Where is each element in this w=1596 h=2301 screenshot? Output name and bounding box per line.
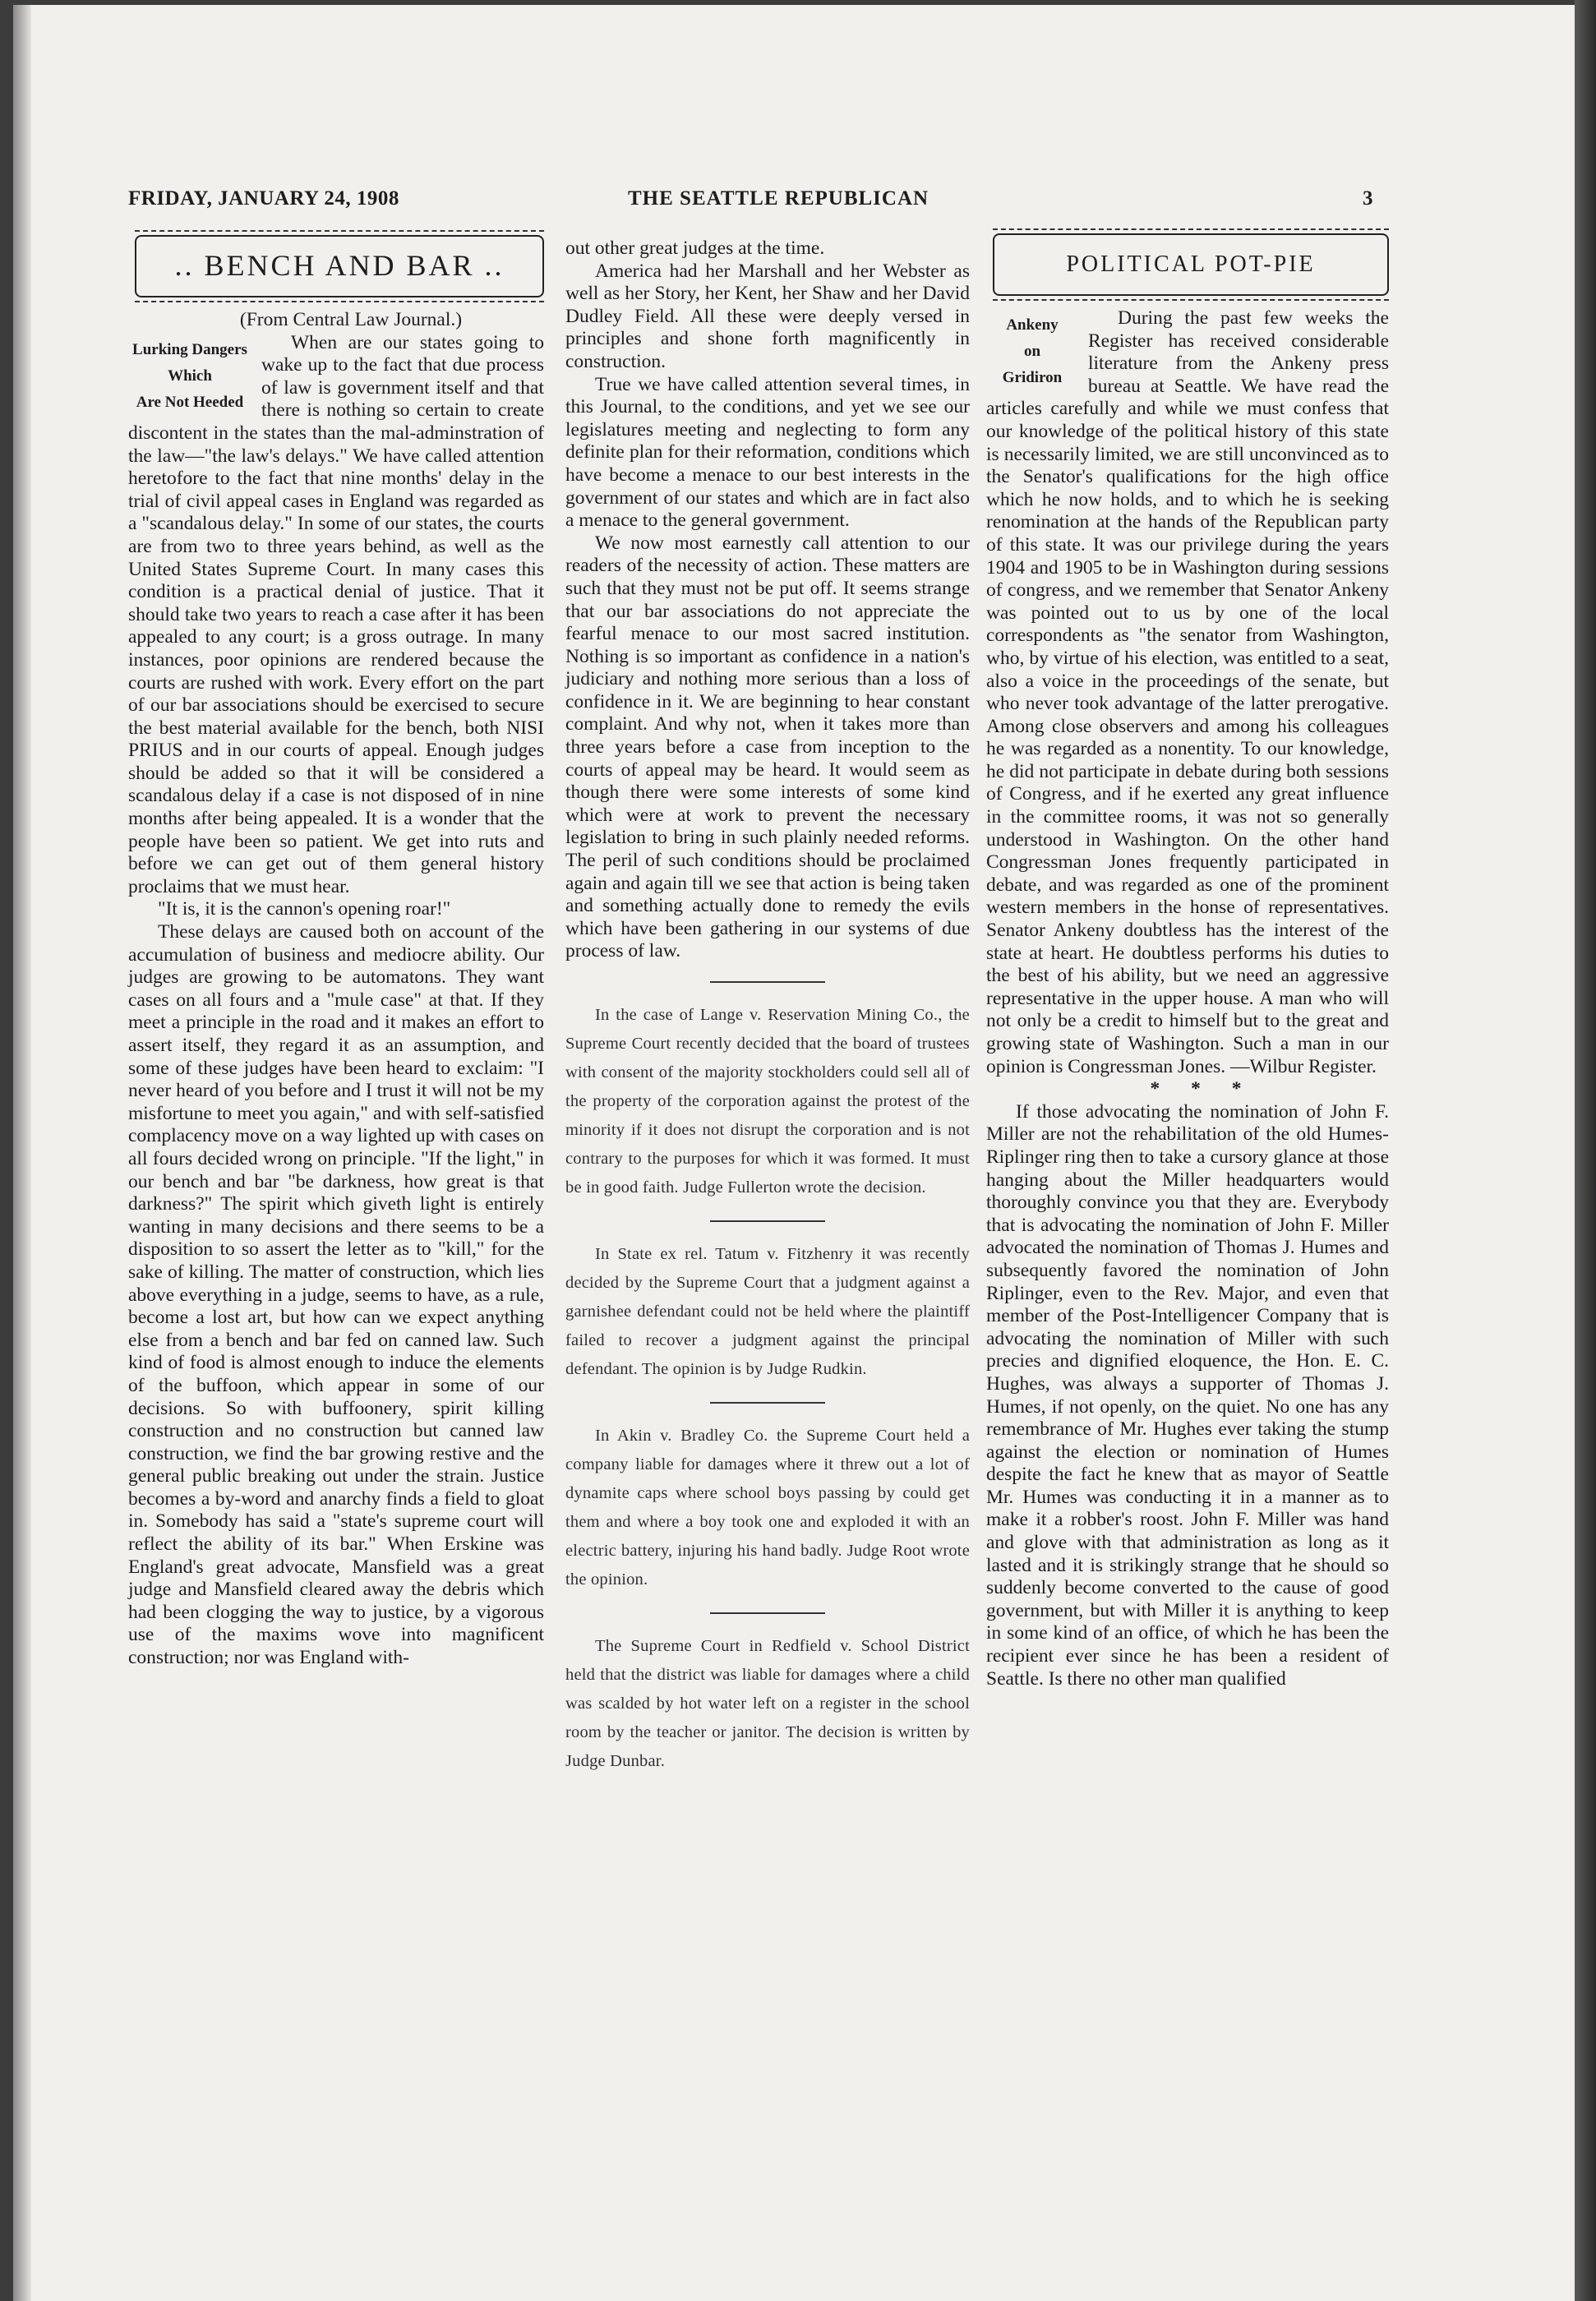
bench-bar-paragraph-4: America had her Marshall and her Webster as well as her Story, her Kent, her Shaw and her David Dudley Field. All these were deeply versed in principles and shone forth magnificently in construction. <box>565 260 970 372</box>
column-2 <box>565 237 970 1776</box>
sidehead-line-2: Which <box>168 367 212 385</box>
page-gutter-shadow <box>13 5 31 2301</box>
bench-bar-banner <box>135 235 544 297</box>
political-heading: POLITICAL POT-PIE <box>1066 251 1316 278</box>
court-brief-4: The Supreme Court in Redfield v. School District held that the district was liable for damages where a child was scalded by hot water left on a register in the school room by the teacher or janitor. The decision is written by Judge Dunbar. <box>565 1637 970 1770</box>
bench-bar-quote: "It is, it is the cannon's opening roar!" <box>158 898 451 920</box>
court-brief-2: In State ex rel. Tatum v. Fitzhenry it was recently decided by the Supreme Court that a judgment against a garnishee defendant could not be held where the plaintiff failed to recover a judgment against the principal defendant. The opinion is by Judge Rudkin. <box>565 1245 970 1378</box>
bench-bar-paragraph-2: These delays are caused both on account of the accumulation of business and mediocre ability. Our judges are growing to be automatons. They want cases on all fours and a "mule case" at that. If they meet a principle in the road and it makes an effort to assert itself, they regard it as an assumption, and some of these judges have been heard to exclaim: "I never heard of you before and I trust it will not be my misfortune to meet you again," and with self-satisfied complacency move on a way lighted up with cases on all fours decided wrong on principle. "If the light," in our bench and bar "be darkness, how great is that darkness?" The spirit which giveth light is entirely wanting in many decisions and there seems to be a disposition to so assert the letter as to "kill," for the sake of killing. The matter of construction, which lies above everything in a judge, seems to have, as a rule, become a lost art, but how can we expect anything else from a bench and bar fed on canned law. Such kind of food is almost enough to induce the elements of the buffoon, which appear in some of our decisions. So with buffoonery, spirit killing construction and no construction but canned law construction, we find the bar growing restive and the general public breaking out under the strain. Justice becomes a by-word and anarchy finds a field to gloat in. Somebody has said a "state's supreme court will reflect the ability of its bar." When Erskine was England's great advocate, Mansfield was a great judge and Mansfield cleared away the debris which had been clogging the way to justice, by a vigorous use of the maxims wove into magnificent construction; nor was England with- <box>128 921 544 1669</box>
sidehead-line-3: Are Not Heeded <box>136 393 244 411</box>
section-stars: * * * <box>1150 1078 1255 1100</box>
book-edge <box>1575 0 1596 2301</box>
column-3 <box>986 233 1389 1690</box>
political-pot-pie-banner <box>993 233 1389 296</box>
bench-bar-sidehead <box>128 337 251 416</box>
page-number: 3 <box>1363 187 1373 210</box>
sidehead-line-2: on <box>1023 343 1041 360</box>
bench-bar-heading: .. BENCH AND BAR .. <box>174 249 505 283</box>
newspaper-title: THE SEATTLE REPUBLICAN <box>628 187 929 210</box>
bench-bar-paragraph-3: out other great judges at the time. <box>565 237 825 259</box>
bench-bar-paragraph-1: When are our states going to wake up to the fact that due process of law is government itself and that there is nothing so certain to create discontent in the states than the mal-adminstration of the law—"the law's delays." We have called attention heretofore to the fact that nine months' delay in the trial of civil appeal cases in England was regarded as a "scandalous delay." In some of our states, the courts are from two to three years behind, as well as the United States Supreme Court. In many cases this condition is a practical denial of justice. That it should take two years to reach a case after it has been appealed to any court; is a gross outrage. In many instances, poor opinions are rendered because the courts are rushed with work. Every effort on the part of our bar associations should be exercised to secure the best material available for the bench, both NISI PRIUS and in our courts of appeal. Enough judges should be added so that it will be considered a scandalous delay if a case is not disposed of in nine months after being appealed. It is a wonder that the people have been so patient. We get into ruts and before we can get out of them general history proclaims that we must hear. <box>128 331 544 897</box>
newspaper-page <box>13 5 1575 2301</box>
bench-bar-paragraph-5: True we have called attention several times, in this Journal, to the conditions, and yet we see our legislatures meeting and neglecting to form any definite plan for their reformation, conditions which have become a menace to our best interests in the government of our states and which are in fact also a menace to the general government. <box>565 373 970 532</box>
sidehead-line-1: Ankeny <box>1006 316 1059 334</box>
divider-rule <box>710 1612 825 1614</box>
political-paragraph-1: During the past few weeks the Register has received considerable literature from the Ankeny press bureau at Seattle. We have read the articles carefully and while we must confess that our knowledge of the political history of this state is necessarily limited, we are still unconvinced as to the Senator's qualifications for the high office which he now holds, and to which he is seeking renomination at the hands of the Republican party of this state. It was our privilege during the years 1904 and 1905 to be in Washington during sessions of congress, and we remember that Senator Ankeny was pointed out to us by one of the local correspondents as "the senator from Washington, who, by virtue of his election, was entitled to a seat, also a voice in the proceedings of the senate, but who never took advantage of the latter prerogative. Among close observers and among his colleagues he was regarded as a nonentity. To our knowledge, he did not participate in debate during both sessions of Congress, and if he exerted any great influence in the committee rooms, it was not so generally understood in Washington. On the other hand Congressman Jones frequently participated in debate, and was regarded as one of the prominent western members in the honse of representatives. Senator Ankeny doubtless has the interest of the state at heart. He doubtless performs his duties to the best of his ability, but we need an aggressive representative in the upper house. A man who will not only be a credit to himself but to the great and growing state of Washington. Such a man in our opinion is Congressman Jones. —Wilbur Register. <box>986 307 1389 1077</box>
issue-date: FRIDAY, JANUARY 24, 1908 <box>128 187 399 210</box>
sidehead-line-1: Lurking Dangers <box>132 340 247 358</box>
column-1 <box>128 235 544 1670</box>
page-header <box>13 187 1575 220</box>
bench-bar-paragraph-6: We now most earnestly call attention to our readers of the necessity of action. These matters are such that they must not be put off. It seems strange that our bar associations do not appreciate the fearful menace to our most sacred institution. Nothing is so important as confidence in a nation's judiciary and nothing more serious than a loss of confidence in it. We are beginning to hear constant complaint. And why not, when it takes more than three years before a case from inception to the courts of appeal may be heard. It would seem as though there were some interests of some kind which were at work to prevent the necessary legislation to bring in such plainly needed reforms. The peril of such conditions should be proclaimed again and again till we see that action is being taken and something actually done to remedy the evils which have been gathering in our systems of due process of law. <box>565 532 970 962</box>
divider-rule <box>710 1402 825 1404</box>
article-source: (From Central Law Journal.) <box>239 309 463 330</box>
sidehead-line-3: Gridiron <box>1002 369 1063 386</box>
divider-rule <box>710 1220 825 1222</box>
divider-rule <box>710 981 825 983</box>
court-brief-3: In Akin v. Bradley Co. the Supreme Court held a company liable for damages where it threw out a lot of dynamite caps where school boys passing by could get them and where a boy took one and exploded it with an electric battery, injuring his hand badly. Judge Root wrote the opinion. <box>565 1427 970 1589</box>
court-brief-1: In the case of Lange v. Reservation Mining Co., the Supreme Court recently decided that the board of trustees with consent of the majority stockholders could sell all of the property of the corporation against the protest of the minority if it does not disrupt the corporation and is not contrary to the purposes for which it was formed. It must be in good faith. Judge Fullerton wrote the decision. <box>565 1006 970 1197</box>
political-paragraph-2: If those advocating the nomination of John F. Miller are not the rehabilitation of the old Humes-Riplinger ring then to take a cursory glance at those hanging about the Miller headquarters would thoroughly convince you that they are. Everybody that is advocating the nomination of John F. Miller advocated the nomination of Thomas J. Humes and subsequently favored the nomination of John Riplinger, even to the Rev. Major, and even that member of the Post-Intelligencer Company that is advocating the nomination of Miller with such precies and dignified eloquence, the Hon. E. C. Hughes, was always a supporter of Thomas J. Humes, if not openly, on the quiet. No one has any remembrance of Mr. Hughes ever taking the stump against the election or nomination of Humes despite the fact he knew that as mayor of Seattle Mr. Humes was conducting it in a manner as to make it a robber's roost. John F. Miller was hand and glove with that administration as long as it lasted and it is strikingly strange that he should so suddenly become converted to the cause of good government, but with Miller it is anything to keep in some kind of an office, of which he has been the recipient ever since he has been a resident of Seattle. Is there no other man qualified <box>986 1100 1389 1690</box>
political-sidehead <box>986 312 1078 391</box>
